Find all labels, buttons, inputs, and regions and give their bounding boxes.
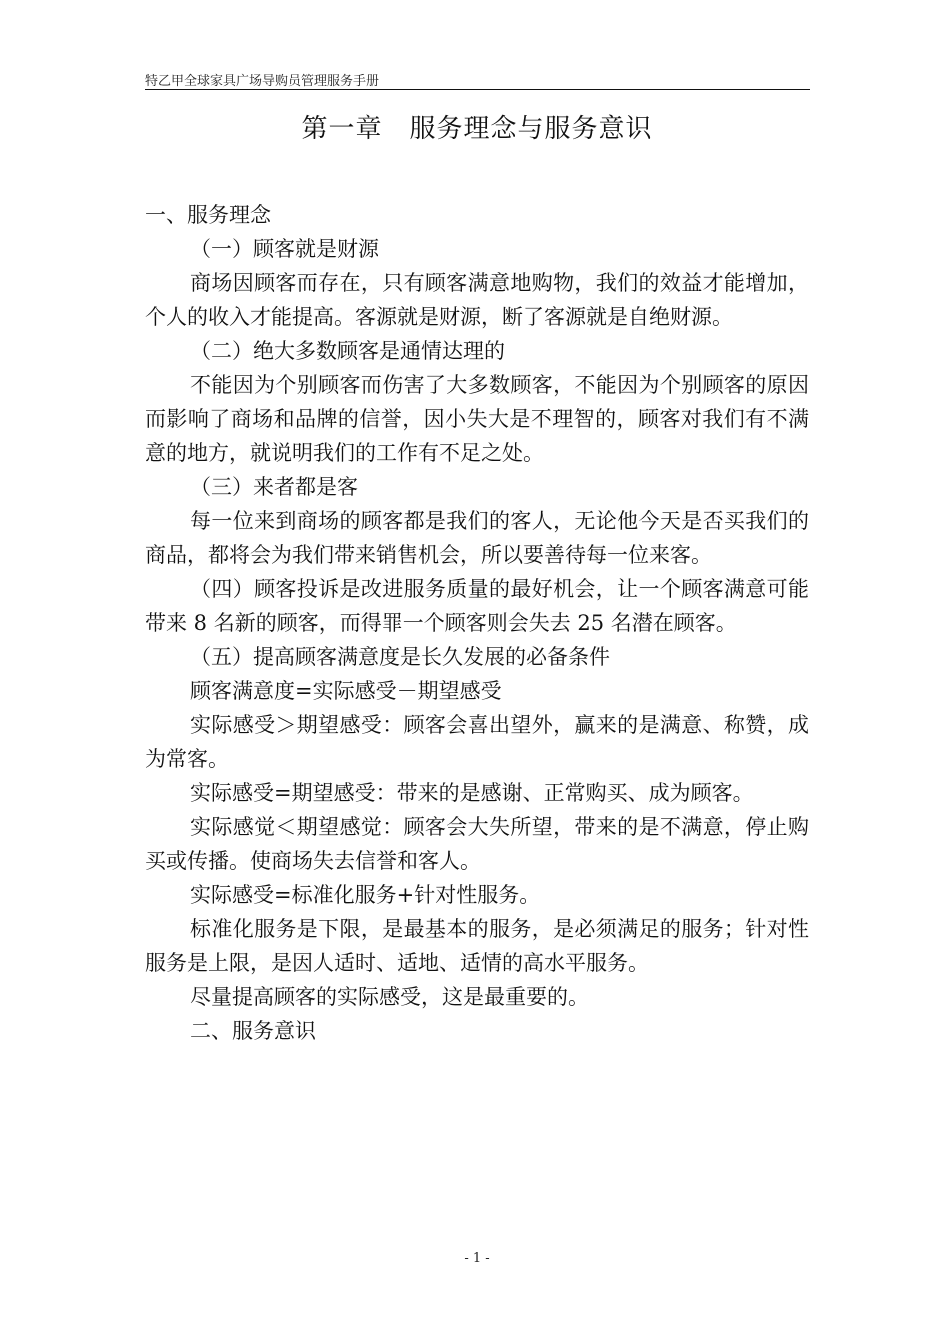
paragraph: 实际感受＞期望感受：顾客会喜出望外，赢来的是满意、称赞，成为常客。 [145, 713, 809, 771]
section-heading: 一、服务理念 [145, 203, 271, 227]
subsection-heading: （四）顾客投诉是改进服务质量的最好机会，让一个顾客满意可能带来 8 名新的顾客，而得罪一个顾客则会失去 25 名潜在顾客。 [145, 577, 809, 635]
paragraph: 实际感觉＜期望感觉：顾客会大失所望，带来的是不满意，停止购买或传播。使商场失去信誉和客人。 [145, 815, 809, 873]
paragraph: 尽量提高顾客的实际感受，这是最重要的。 [190, 985, 589, 1009]
formula-line: 顾客满意度=实际感受－期望感受 [190, 679, 502, 703]
paragraph: 标准化服务是下限，是最基本的服务，是必须满足的服务；针对性服务是上限，是因人适时、适地、适情的高水平服务。 [145, 917, 809, 975]
subsection-heading: （一）顾客就是财源 [190, 237, 379, 261]
header-divider [145, 89, 810, 90]
paragraph: 商场因顾客而存在，只有顾客满意地购物，我们的效益才能增加，个人的收入才能提高。客源就是财源，断了客源就是自绝财源。 [145, 271, 809, 329]
subsection-heading: （二）绝大多数顾客是通情达理的 [190, 339, 505, 363]
section-heading: 二、服务意识 [190, 1019, 316, 1043]
page-number: - 1 - [464, 1251, 490, 1266]
paragraph: 每一位来到商场的顾客都是我们的客人，无论他今天是否买我们的商品，都将会为我们带来销售机会，所以要善待每一位来客。 [145, 509, 809, 567]
running-header: 特乙甲全球家具广场导购员管理服务手册 [145, 74, 380, 89]
formula-line: 实际感受=标准化服务+针对性服务。 [190, 883, 541, 907]
body-text [145, 198, 809, 1048]
paragraph: 实际感受=期望感受：带来的是感谢、正常购买、成为顾客。 [190, 781, 754, 805]
subsection-heading: （三）来者都是客 [190, 475, 358, 499]
chapter-title: 第一章 服务理念与服务意识 [301, 114, 653, 144]
subsection-heading: （五）提高顾客满意度是长久发展的必备条件 [190, 645, 610, 669]
paragraph: 不能因为个别顾客而伤害了大多数顾客，不能因为个别顾客的原因而影响了商场和品牌的信誉，因小失大是不理智的，顾客对我们有不满意的地方，就说明我们的工作有不足之处。 [145, 373, 809, 465]
